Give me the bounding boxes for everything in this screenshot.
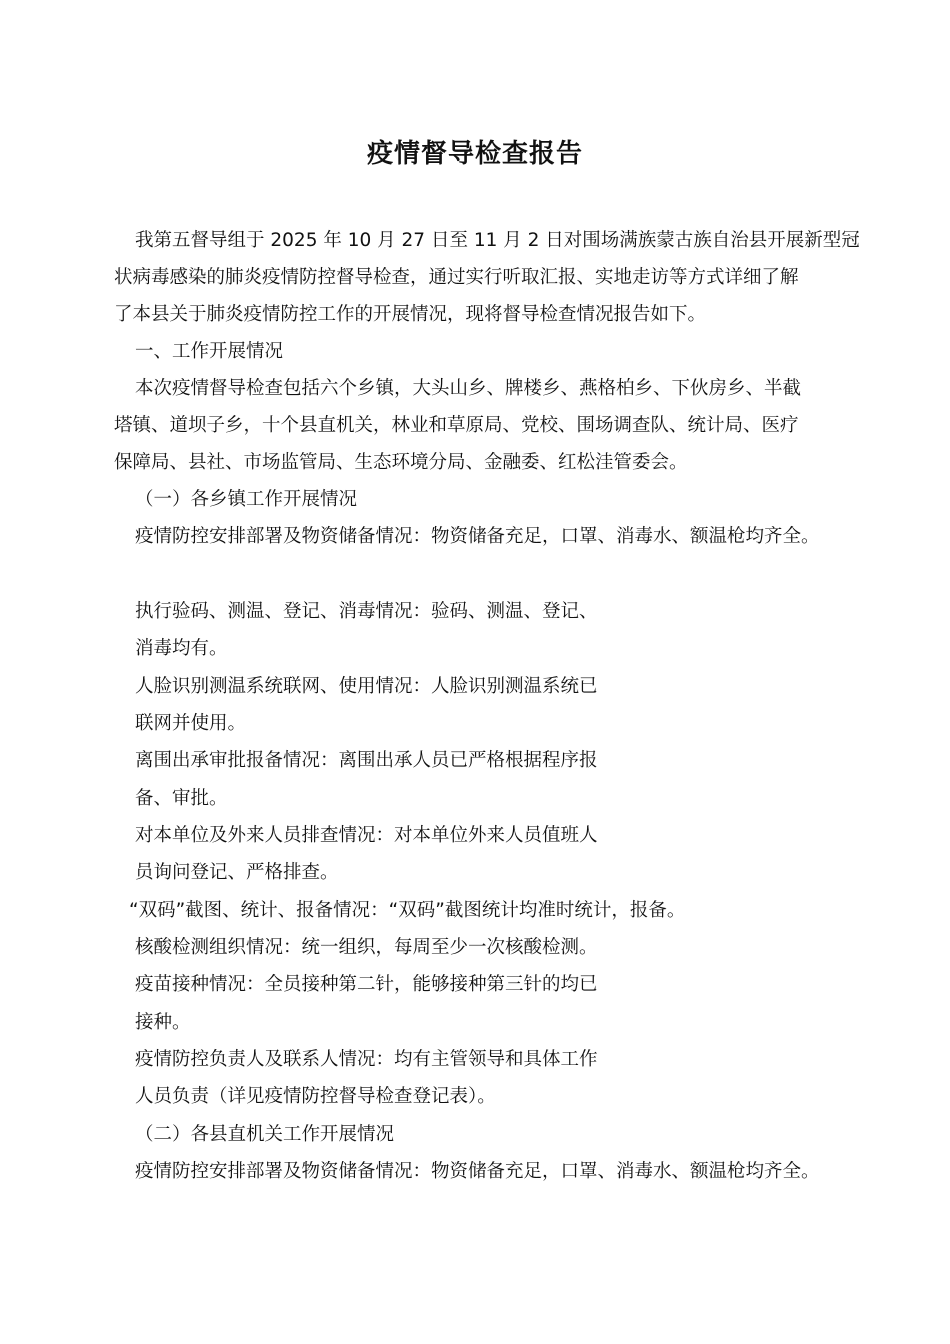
paragraph-line: 保障局、县社、市场监管局、生态环境分局、金融委、红松洼管委会。 <box>114 452 688 473</box>
subsection-heading: （二）各县直机关工作开展情况 <box>135 1124 395 1145</box>
paragraph-line: 备、审批。 <box>135 788 228 809</box>
paragraph-line: 塔镇、道坝子乡，十个县直机关，林业和草原局、党校、围场调查队、统计局、医疗 <box>114 415 799 436</box>
paragraph-line: 执行验码、测温、登记、消毒情况：验码、测温、登记、 <box>135 601 598 622</box>
paragraph-line: 人脸识别测温系统联网、使用情况：人脸识别测温系统已 <box>135 676 598 697</box>
paragraph-line: “双码”截图、统计、报备情况：“双码”截图统计均准时统计，报备。 <box>129 900 686 921</box>
paragraph-line: 了本县关于肺炎疫情防控工作的开展情况，现将督导检查情况报告如下。 <box>114 304 707 325</box>
paragraph-line: 疫情防控安排部署及物资储备情况：物资储备充足，口罩、消毒水、额温枪均齐全。 <box>135 1161 820 1182</box>
paragraph-line: 离围出承审批报备情况：离围出承人员已严格根据程序报 <box>135 750 598 771</box>
paragraph-line: 消毒均有。 <box>135 638 228 659</box>
paragraph-line: 本次疫情督导检查包括六个乡镇，大头山乡、牌楼乡、燕格柏乡、下伙房乡、半截 <box>135 378 802 399</box>
paragraph-line: 核酸检测组织情况：统一组织，每周至少一次核酸检测。 <box>135 937 598 958</box>
subsection-heading: （一）各乡镇工作开展情况 <box>135 489 358 510</box>
paragraph-line: 人员负责（详见疫情防控督导检查登记表）。 <box>135 1086 496 1107</box>
paragraph-line: 疫苗接种情况：全员接种第二针，能够接种第三针的均已 <box>135 974 598 995</box>
paragraph-line: 对本单位及外来人员排查情况：对本单位外来人员值班人 <box>135 825 598 846</box>
paragraph-line: 员询问登记、严格排查。 <box>135 862 339 883</box>
section-heading: 一、工作开展情况 <box>135 341 284 362</box>
paragraph-line: 状病毒感染的肺炎疫情防控督导检查，通过实行听取汇报、实地走访等方式详细了解 <box>114 267 799 288</box>
paragraph-line: 疫情防控安排部署及物资储备情况：物资储备充足，口罩、消毒水、额温枪均齐全。 <box>135 526 820 547</box>
paragraph-line: 接种。 <box>135 1012 191 1033</box>
paragraph-line: 联网并使用。 <box>135 713 247 734</box>
document-title: 疫情督导检查报告 <box>366 139 583 169</box>
paragraph-line: 疫情防控负责人及联系人情况：均有主管领导和具体工作 <box>135 1049 598 1070</box>
paragraph-line: 我第五督导组于 2025 年 10 月 27 日至 11 月 2 日对围场满族蒙古族自治县开展新型冠 <box>135 230 860 251</box>
